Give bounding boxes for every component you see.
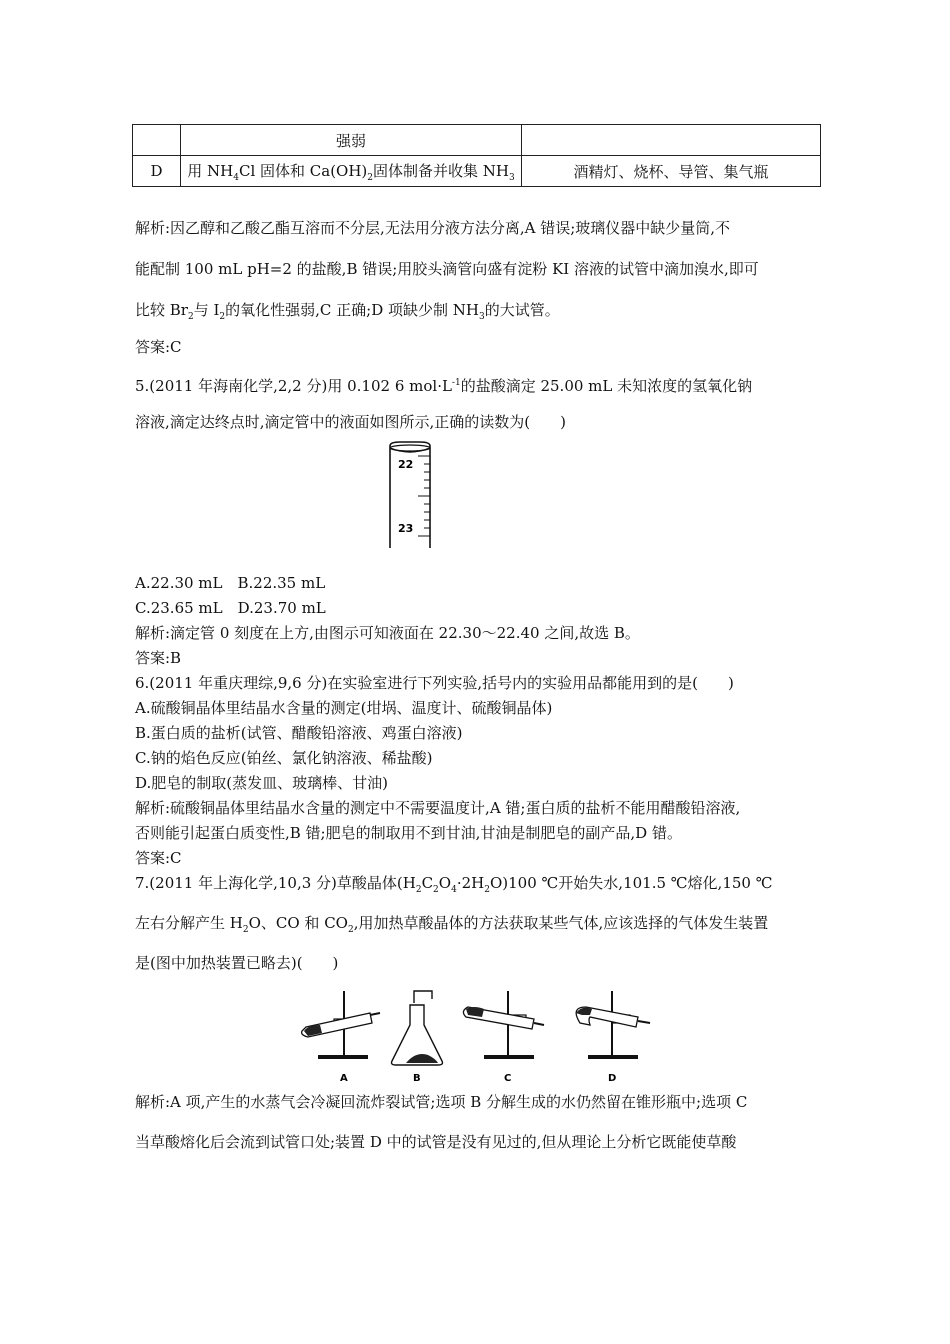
apparatus-a: [302, 991, 380, 1084]
table-cell: D: [133, 156, 181, 187]
analysis-text: 比较 $Br_2$与 $I_2$的氧化性强弱,C 正确;D 项缺少制 $NH_3$的大试管。: [135, 301, 560, 322]
analysis-text: 解析:因乙醇和乙酸乙酯互溶而不分层,无法用分液方法分离,A 错误;玻璃仪器中缺少量筒,不: [135, 219, 731, 237]
figure-label: D: [608, 1073, 617, 1084]
question-text: 是(图中加热装置已略去)( ): [135, 954, 339, 972]
question-text: 5.(2011 年海南化学,2,2 分)用 0.102 6 $mol\cdot L^{-1}$的盐酸滴定 25.00 mL 未知浓度的氢氧化钠: [135, 377, 753, 395]
option-text: C.钠的焰色反应(铂丝、氯化钠溶液、稀盐酸): [135, 749, 433, 767]
burette-tick-label: 23: [398, 522, 414, 535]
table-row: [133, 125, 821, 156]
figure-label: A: [340, 1073, 348, 1084]
question-text: 左右分解产生 $H_2O$、CO 和 $CO_2$,用加热草酸晶体的方法获取某些气体,应该选择的气体发生装置: [135, 914, 769, 935]
answer-text: 答案:C: [135, 338, 182, 356]
apparatus-figure: [298, 985, 658, 1085]
option-text: A.22.30 mL B.22.35 mL: [135, 574, 326, 592]
apparatus-d: [576, 991, 650, 1084]
analysis-text: 能配制 100 mL pH=2 的盐酸,B 错误;用胶头滴管向盛有淀粉 KI 溶液的试管中滴加溴水,即可: [135, 260, 759, 278]
analysis-text: 否则能引起蛋白质变性,B 错;肥皂的制取用不到甘油,甘油是制肥皂的副产品,D 错。: [135, 824, 682, 842]
burette-figure: [380, 440, 440, 552]
figure-label: C: [504, 1073, 512, 1084]
apparatus-b: [392, 991, 443, 1084]
question-text: 7.(2011 年上海化学,10,3 分)草酸晶体$(H_2C_2O_4\cdot 2H_2O)100$ ℃开始失水,101.5 ℃熔化,150 ℃: [135, 874, 773, 895]
option-text: D.肥皂的制取(蒸发皿、玻璃棒、甘油): [135, 774, 388, 792]
option-text: B.蛋白质的盐析(试管、醋酸铅溶液、鸡蛋白溶液): [135, 724, 463, 742]
table-cell: [133, 125, 181, 156]
apparatus-table: [132, 124, 821, 187]
table-cell: 用 $NH_4Cl$ 固体和 $Ca(OH)_2$固体制备并收集 $NH_3$: [181, 156, 522, 187]
table-row: [133, 156, 821, 187]
option-text: C.23.65 mL D.23.70 mL: [135, 599, 326, 617]
table-cell: [522, 125, 821, 156]
answer-text: 答案:C: [135, 849, 182, 867]
option-text: A.硫酸铜晶体里结晶水含量的测定(坩埚、温度计、硫酸铜晶体): [135, 699, 553, 717]
analysis-text: 当草酸熔化后会流到试管口处;装置 D 中的试管是没有见过的,但从理论上分析它既能使草酸: [135, 1133, 737, 1151]
burette-tick-label: 22: [398, 458, 414, 471]
table-cell: 酒精灯、烧杯、导管、集气瓶: [522, 156, 821, 187]
analysis-text: 解析:A 项,产生的水蒸气会冷凝回流炸裂试管;选项 B 分解生成的水仍然留在锥形瓶中;选项 C: [135, 1093, 748, 1111]
question-text: 溶液,滴定达终点时,滴定管中的液面如图所示,正确的读数为( ): [135, 413, 567, 431]
analysis-text: 解析:滴定管 0 刻度在上方,由图示可知液面在 22.30～22.40 之间,故选 B。: [135, 624, 640, 642]
question-text: 6.(2011 年重庆理综,9,6 分)在实验室进行下列实验,括号内的实验用品都能用到的是( ): [135, 674, 734, 692]
answer-text: 答案:B: [135, 649, 182, 667]
apparatus-c: [463, 991, 544, 1084]
figure-label: B: [413, 1073, 421, 1084]
analysis-text: 解析:硫酸铜晶体里结晶水含量的测定中不需要温度计,A 错;蛋白质的盐析不能用醋酸铅溶液,: [135, 799, 741, 817]
table-cell: 强弱: [181, 125, 522, 156]
